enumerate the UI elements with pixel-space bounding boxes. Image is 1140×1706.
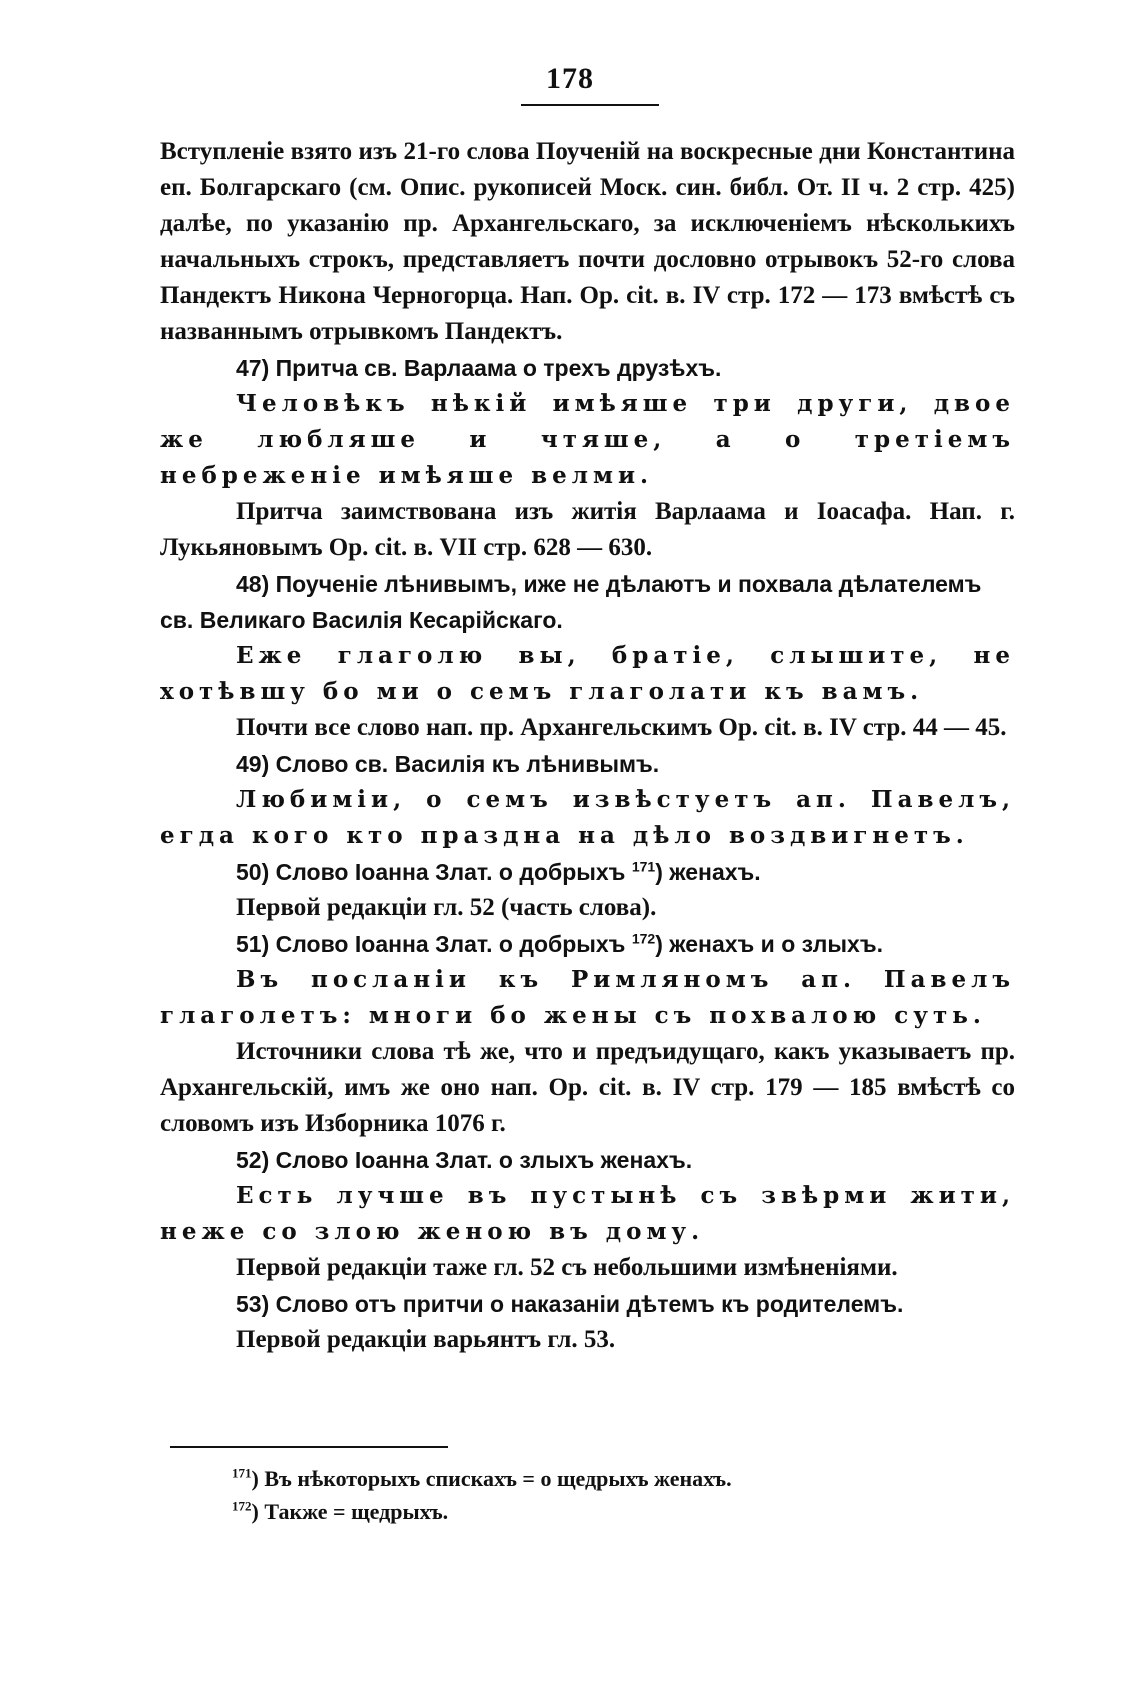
quotation-incipit: Есть лучше въ пустынѣ съ звѣрми жити, неже со злою женою въ дому. — [160, 1182, 1015, 1245]
quotation-incipit: Въ посланіи къ Римляномъ ап. Павелъ глаголетъ: многи бо жены съ похвалою суть. — [160, 966, 1015, 1029]
paragraph: Первой редакціи гл. 52 (часть слова). — [236, 894, 657, 921]
quotation-incipit: Человѣкъ нѣкій имѣяше три други, двое же любляше и чтяше, а о третіемъ небреженіе имѣяше велми. — [160, 390, 1015, 489]
section-heading-48: 48) Поученіе лѣнивымъ, иже не дѣлаютъ и похвала дѣлателемъ св. Великаго Василія Кесарійскаго. — [160, 571, 982, 633]
footnote-number: 171 — [232, 1465, 252, 1481]
paragraph: Вступленіе взято изъ 21-го слова Поученій на воскресные дни Константина еп. Болгарскаго (см. Опис. рукописей Моск. син. библ. От. II ч. 2 стр. 425) далѣе, по указанію пр. Архангельскаго, за исключеніемъ нѣсколькихъ начальныхъ строкъ, представляетъ почти дословно отрывокъ 52-го слова Пандектъ Никона Черногорца. Нап. Op. cit. в. IV стр. 172 — 173 вмѣстѣ съ названнымъ отрывкомъ Пандектъ. — [160, 138, 1015, 345]
heading-text: ) женахъ. — [655, 859, 761, 885]
footnotes — [232, 1462, 992, 1528]
body-text — [160, 134, 1015, 1358]
paragraph: Первой редакціи таже гл. 52 съ небольшими измѣненіями. — [236, 1254, 898, 1281]
footnote-171 — [232, 1462, 992, 1495]
footnote-text: ) Въ нѣкоторыхъ спискахъ = о щедрыхъ женахъ. — [251, 1466, 732, 1491]
footnote-172 — [232, 1495, 992, 1528]
paragraph: Почти все слово нап. пр. Архангельскимъ Op. cit. в. IV стр. 44 — 45. — [236, 714, 1007, 741]
heading-text: 51) Слово Іоанна Злат. о добрыхъ — [236, 931, 632, 957]
heading-text: 50) Слово Іоанна Злат. о добрыхъ — [236, 859, 632, 885]
quotation-incipit: Еже глаголю вы, братіе, слышите, не хотѣвшу бо ми о семъ глаголати къ вамъ. — [160, 642, 1015, 705]
section-heading-51 — [160, 926, 1015, 962]
footnote-text: ) Также = щедрыхъ. — [251, 1499, 449, 1524]
quotation-incipit: Любиміи, о семъ извѣстуетъ ап. Павелъ, егда кого кто праздна на дѣло воздвигнетъ. — [160, 786, 1015, 849]
section-heading-49: 49) Слово св. Василія къ лѣнивымъ. — [236, 751, 660, 777]
paragraph: Первой редакціи варьянтъ гл. 53. — [236, 1326, 616, 1353]
heading-text: ) женахъ и о злыхъ. — [655, 931, 883, 957]
paragraph: Притча заимствована изъ житія Варлаама и Іоасафа. Нап. г. Лукьяновымъ Op. cit. в. VII стр. 628 — 630. — [160, 498, 1015, 561]
section-heading-53: 53) Слово отъ притчи о наказаніи дѣтемъ къ родителемъ. — [236, 1291, 904, 1317]
footnote-ref-172[interactable]: 172 — [631, 930, 656, 947]
page-number: 178 — [546, 62, 594, 95]
page-number-rule — [521, 104, 659, 106]
section-heading-52: 52) Слово Іоанна Злат. о злыхъ женахъ. — [236, 1147, 693, 1173]
footnote-separator — [170, 1446, 448, 1448]
footnote-ref-171[interactable]: 171 — [631, 858, 656, 875]
section-heading-50 — [160, 854, 1015, 890]
paragraph: Источники слова тѣ же, что и предъидущаго, какъ указываетъ пр. Архангельскій, имъ же оно нап. Op. cit. в. IV стр. 179 — 185 вмѣстѣ со словомъ изъ Изборника 1076 г. — [160, 1038, 1015, 1137]
footnote-number: 172 — [232, 1498, 252, 1514]
section-heading-47: 47) Притча св. Варлаама о трехъ друзѣхъ. — [236, 355, 722, 381]
